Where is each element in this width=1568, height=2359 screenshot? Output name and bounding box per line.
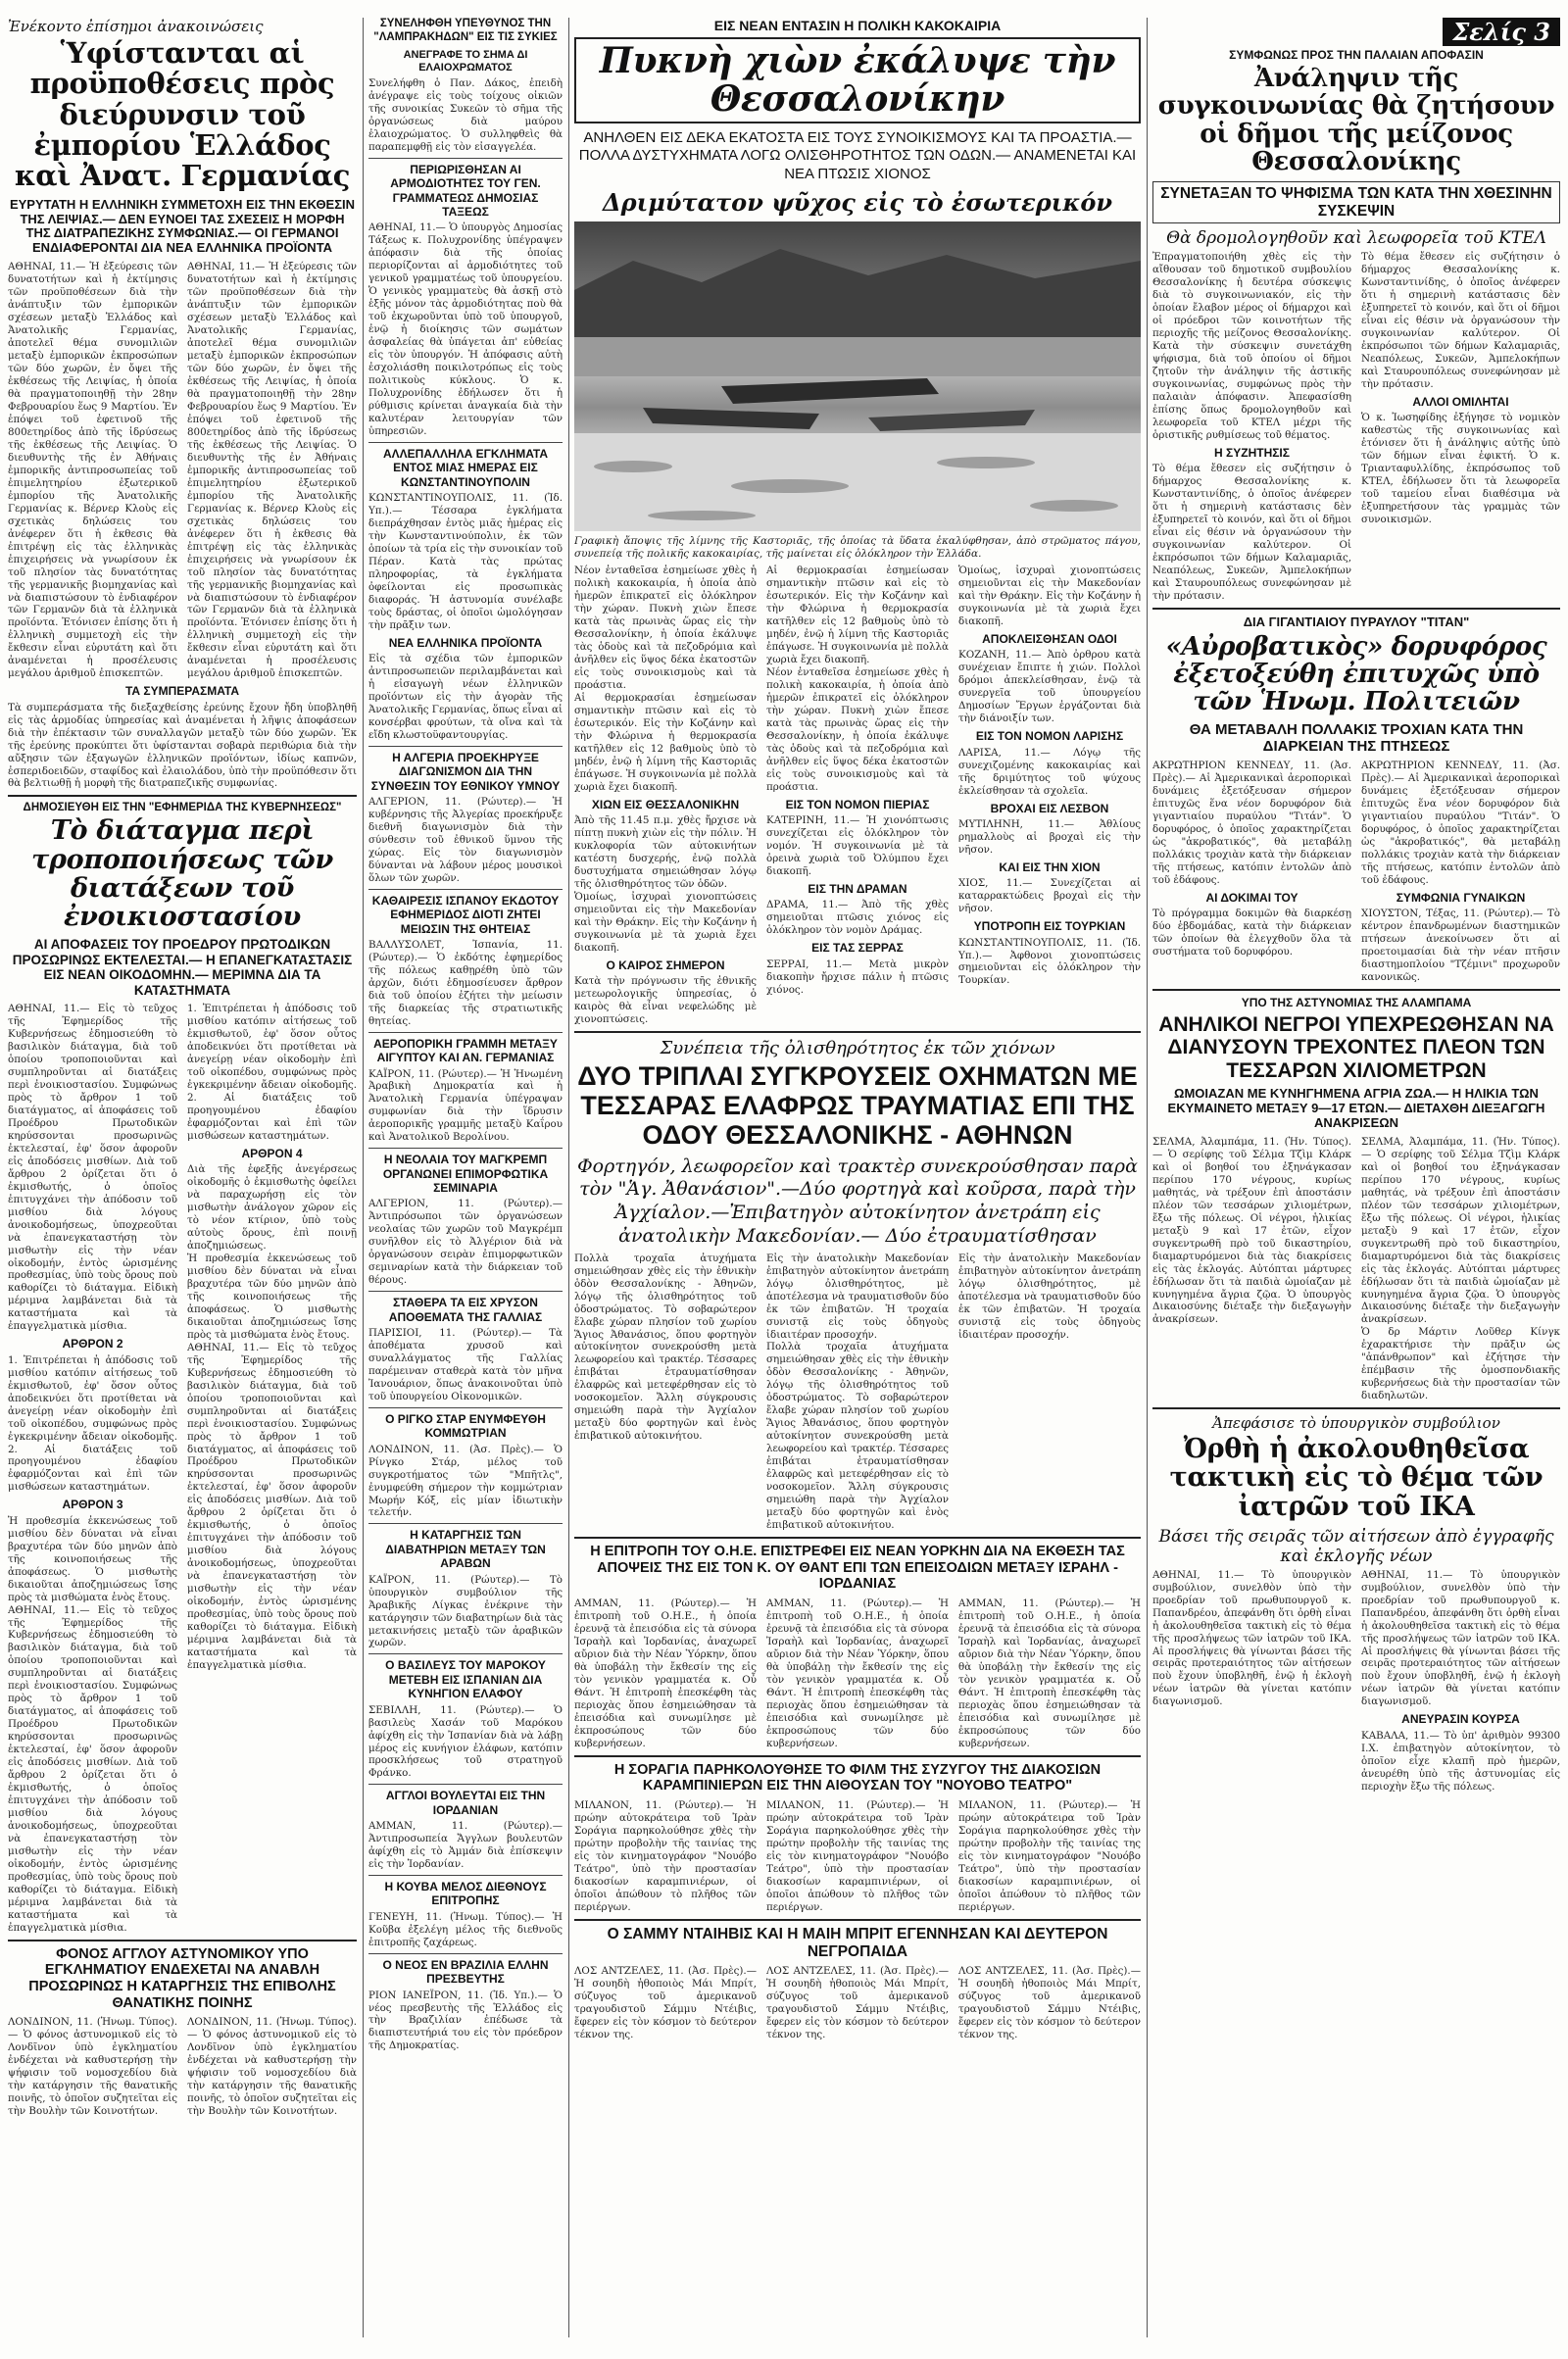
page-folio: Σελίς 3	[1443, 18, 1560, 46]
headline: Ο ΣΑΜΜΥ ΝΤΑΙΗΒΙΣ ΚΑΙ Η ΜΑΙΗ ΜΠΡΙΤ ΕΓΕΝΝΗΣΑΝ ΚΑΙ ΔΕΥΤΕΡΟΝ ΝΕΓΡΟΠΑΙΔΑ	[607, 1925, 1108, 1960]
article-mps-jordan	[368, 1789, 563, 1871]
divider	[368, 1875, 563, 1876]
column-2	[368, 18, 563, 2337]
article-ika-doctors	[1152, 1414, 1560, 1793]
article-body: Ἡ προθεσμία ἐκκενώσεως τοῦ μισθίου δὲν δύναται νὰ εἶναι βραχυτέρα τῶν δύο μηνῶν ἀπὸ τῆς κοινοποιήσεως τῆς ἀποφάσεως. Ὁ μισθωτὴς δικαιοῦται ἀποζημιώσεως ἴσης πρὸς τὰ μισθώματα ἑνὸς ἔτους.	[187, 1252, 357, 1341]
article-body: ΧΙΟΣ, 11.— Συνεχίζεται αἱ καταρρακτώδεις βροχαὶ εἰς τὴν νῆσον.	[958, 877, 1141, 915]
divider	[368, 1032, 563, 1033]
headline: «Αὐροβατικὸς» δορυφόρος ἐξετοξεύθη ἐπιτυχῶς ὑπὸ τῶν Ἡνωμ. Πολιτειῶν	[1165, 631, 1547, 716]
headline: Ἀνάληψιν τῆς συγκοινωνίας θὰ ζητήσουν οἱ δῆμοι τῆς μείζονος Θεσσαλονίκης	[1157, 64, 1555, 176]
divider	[368, 746, 563, 747]
kicker: ΣΥΜΦΩΝΩΣ ΠΡΟΣ ΤΗΝ ΠΑΛΑΙΑΝ ΑΠΟΦΑΣΙΝ	[1229, 48, 1484, 62]
column-1	[8, 18, 357, 2337]
article-body: ΑΘΗΝΑΙ, 11.— Ὁ ὑπουργὸς Δημοσίας Τάξεως κ. Πολυχρονίδης ὑπέγραψεν ἀπόφασιν διὰ τῆς ὁποίας περιορίζονται αἱ ἁρμοδιότητες τοῦ γενικοῦ γραμματέως τοῦ ὑπουργείου. Ὁ γενικὸς γραμματεὺς θὰ ἀσκῇ στὸ ἑξῆς μόνον τὰς ἁρμοδιότητας ποὺ θὰ τοῦ ἐκχωροῦνται ὑπὸ τοῦ ὑπουργοῦ, ἐνῷ ἡ διοίκησις τῶν σωμάτων ἀσφαλείας θὰ ὑπάγεται ἀπ' εὐθείας εἰς τὸν ὑπουργόν. Ἡ ἀπόφασις αὐτὴ ἐσχολιάσθη ποικιλοτρόπως εἰς τοὺς πολιτικοὺς κύκλους. Ὁ κ. Πολυχρονίδης ἐδήλωσεν ὅτι ἡ ρύθμισις κρίνεται ἀναγκαία διὰ τὴν καλυτέραν λειτουργίαν τῶν ὑπηρεσιῶν.	[368, 221, 563, 437]
subhead: ΕΙΣ ΤΗΝ ΔΡΑΜΑΝ	[808, 881, 907, 896]
article-satellite	[1152, 614, 1560, 984]
photo-kastoria-lake	[574, 221, 1141, 531]
article-body: 1. Ἐπιτρέπεται ἡ ἀπόδοσις τοῦ μισθίου κατόπιν αἰτήσεως τοῦ ἐκμισθωτοῦ, ἐφ' ὅσον οὗτος ἀποδεικνύει ὅτι προτίθεται νὰ ἀνεγείρῃ νέαν οἰκοδομὴν ἐπὶ τοῦ οἰκοπέδου, συμφώνως πρὸς ἐγκεκριμένην ἄδειαν οἰκοδομῆς. 2. Αἱ διατάξεις τοῦ προηγουμένου ἐδαφίου ἐφαρμόζονται καὶ ἐπὶ τῶν μισθώσεων καταστημάτων.	[187, 1003, 357, 1142]
kicker: ΕΙΣ ΝΕΑΝ ΕΝΤΑΣΙΝ Η ΠΟΛΙΚΗ ΚΑΚΟΚΑΙΡΙΑ	[713, 18, 1002, 33]
headline: Η ΝΕΟΛΑΙΑ ΤΟΥ ΜΑΓΚΡΕΜΠ ΟΡΓΑΝΩΝΕΙ ΕΠΙΜΟΡΦΩΤΙΚΑ ΣΕΜΙΝΑΡΙΑ	[382, 1153, 549, 1196]
deck: ΕΥΡΥΤΑΤΗ Η ΕΛΛΗΝΙΚΗ ΣΥΜΜΕΤΟΧΗ ΕΙΣ ΤΗΝ ΕΚΘΕΣΙΝ ΤΗΣ ΛΕΙΨΙΑΣ.— ΔΕΝ ΕΥΝΟΕΙ ΤΑΣ ΣΧΕΣΕΙΣ Η ΜΟΡΦΗ ΤΗΣ ΔΙΑΤΡΑΠΕΖΙΚΗΣ ΣΥΜΦΩΝΙΑΣ.— ΟΙ ΓΕΡΜΑΝΟΙ ΕΝΔΙΑΦΕΡΟΝΤΑΙ ΔΙΑ ΝΕΑ ΕΛΛΗΝΙΚΑ ΠΡΟΪΟΝΤΑ	[9, 196, 356, 256]
article-body: ΧΙΟΥΣΤΟΝ, Τέξας, 11. (Ρώυτερ).— Τὸ κέντρον ἐπανδρωμένων διαστημικῶν πτήσεων ἀνεκοίνωσεν ὅτι αἱ προετοιμασίαι διὰ τὴν νέαν πτῆσιν διαστημοπλοίου "Τζέμινι" προχωροῦν κανονικῶς.	[1361, 908, 1560, 984]
subhead: ΑΡΘΡΟΝ 4	[241, 1146, 303, 1160]
article-body: ΔΡΑΜΑ, 11.— Ἀπὸ τῆς χθὲς σημειοῦται πτῶσις χιόνος εἰς ὁλόκληρον τὸν νομὸν Δράμας.	[766, 899, 949, 937]
article-body: ΜΙΛΑΝΟΝ, 11. (Ρώυτερ).— Ἡ πρώην αὐτοκράτειρα τοῦ Ἰρὰν Σοράγια παρηκολούθησε χθὲς τὴν πρώτην προβολὴν τῆς ταινίας της εἰς τὸν κινηματογράφον "Νουόβο Τεάτρο", ὑπὸ τὴν προστασίαν διακοσίων καραμπινιέρων, οἱ ὁποῖοι ἀπώθουν τὸ πλῆθος τῶν περιέργων.	[766, 1798, 949, 1913]
column-3	[574, 18, 1141, 2337]
subhead: ΥΠΟΤΡΟΠΗ ΕΙΣ ΤΟΥΡΚΙΑΝ	[973, 919, 1126, 934]
headline: ΦΟΝΟΣ ΑΓΓΛΟΥ ΑΣΤΥΝΟΜΙΚΟΥ ΥΠΟ ΕΓΚΛΗΜΑΤΙΟΥ ΕΝΔΕΧΕΤΑΙ ΝΑ ΑΝΑΒΛΗ ΠΡΟΣΩΡΙΝΩΣ Η ΚΑΤΑΡΓΗΣΙΣ ΤΗΣ ΕΠΙΒΟΛΗΣ ΘΑΝΑΤΙΚΗΣ ΠΟΙΝΗΣ	[28, 1945, 336, 2011]
subhead: ΕΙΣ ΤΟΝ ΝΟΜΟΝ ΠΙΕΡΙΑΣ	[785, 797, 930, 811]
subhead: ΑΠΟΚΛΕΙΣΘΗΣΑΝ ΟΔΟΙ	[982, 632, 1117, 647]
divider	[368, 1653, 563, 1654]
article-soraya	[574, 1762, 1141, 1914]
article-body: ΑΚΡΩΤΗΡΙΟΝ ΚΕΝΝΕΔΥ, 11. (Ἀσ. Πρὲς).— Αἱ Ἀμερικανικαὶ ἀεροπορικαὶ δυνάμεις ἐξετόξευσαν σήμερον ἐπιτυχῶς ἕνα νέον δορυφόρον διὰ γιγαντιαίου πυραύλου "Τιτάν". Ὁ δορυφόρος, ὁ ὁποῖος χαρακτηρίζεται ὡς "ἀκροβατικός", θὰ μεταβάλῃ πολλάκις τροχιὰν κατὰ τὴν διάρκειαν τῆς πτήσεως, κατόπιν ἐντολῶν ἀπὸ τοῦ ἐδάφους.	[1361, 760, 1560, 886]
article-body: Τὸ θέμα ἔθεσεν εἰς συζήτησιν ὁ δήμαρχος Θεσσαλονίκης κ. Κωνσταντινίδης, ὁ ὁποῖος ἀνέφερεν ὅτι ἡ σημερινὴ κατάστασις δὲν ἐξυπηρετεῖ τὸ κοινόν, καὶ ὅτι οἱ δῆμοι εἶναι εἰς θέσιν νὰ ὀργανώσουν τὴν συγκοινωνίαν καλύτερον. Οἱ ἐκπρόσωποι τῶν δήμων Καλαμαριᾶς, Νεαπόλεως, Συκεῶν, Ἀμπελοκήπων καὶ Σταυρουπόλεως συνεφώνησαν μὲ τὴν πρότασιν.	[1152, 463, 1351, 602]
article-body: ΠΑΡΙΣΙΟΙ, 11. (Ρώυτερ).— Τὰ ἀποθέματα χρυσοῦ καὶ συναλλάγματος τῆς Γαλλίας παρέμειναν σταθερὰ κατὰ τὸν μῆνα Ἰανουάριον, ὅπως ἀνακοινοῦται ὑπὸ τοῦ ὑπουργείου Οἰκονομικῶν.	[368, 1327, 563, 1402]
subhead: ΑΛΛΟΙ ΟΜΙΛΗΤΑΙ	[1412, 394, 1509, 409]
deck: ΣΥΝΕΤΑΞΑΝ ΤΟ ΨΗΦΙΣΜΑ ΤΩΝ ΚΑΤΑ ΤΗΝ ΧΘΕΣΙΝΗΝ ΣΥΣΚΕΨΙΝ	[1152, 181, 1560, 224]
deck: ΘΑ ΜΕΤΑΒΑΛΗ ΠΟΛΛΑΚΙΣ ΤΡΟΧΙΑΝ ΚΑΤΑ ΤΗΝ ΔΙΑΡΚΕΙΑΝ ΤΗΣ ΠΤΗΣΕΩΣ	[1189, 720, 1524, 755]
headline: Η ΑΛΓΕΡΙΑ ΠΡΟΕΚΗΡΥΞΕ ΔΙΑΓΩΝΙΣΜΟΝ ΔΙΑ ΤΗΝ ΣΥΝΘΕΣΙΝ ΤΟΥ ΕΘΝΙΚΟΥ ΥΜΝΟΥ	[370, 750, 561, 793]
article-body: ΜΥΤΙΛΗΝΗ, 11.— Ἀθλίους ρημαλλοὺς αἱ βροχαὶ εἰς τὴν νῆσον.	[958, 817, 1141, 856]
article-body: ΚΩΝΣΤΑΝΤΙΝΟΥΠΟΛΙΣ, 11. (Ἰδ. Υπ.).— Ἀφθονοι χιονοπτώσεις σημειοῦνται εἰς ὁλόκληρον τὴν Τουρκίαν.	[958, 936, 1141, 987]
article-algeria-anthem	[368, 751, 563, 885]
subhead: ΑΝΕΥΡΑΣΙΝ ΚΟΥΡΣΑ	[1401, 1712, 1520, 1727]
article-alabama	[1152, 996, 1560, 1402]
article-istanbul-crimes	[368, 447, 563, 742]
article-body: ΛΟΝΔΙΝΟΝ, 11. (Ἀσ. Πρὲς).— Ὁ Ρίνγκο Στάρ, μέλος τοῦ συγκροτήματος τῶν "Μπῆτλς", ἐνυμφεύθη σήμερον τὴν κομμώτριαν Μωρήν Κόξ, εἰς μίαν ἰδιωτικὴν τελετήν.	[368, 1443, 563, 1519]
article-body: ΑΜΜΑΝ, 11. (Ρώυτερ).— Ἡ ἐπιτροπὴ τοῦ Ο.Η.Ε., ἡ ὁποία ἐρευνᾷ τὰ ἐπεισόδια εἰς τὰ σύνορα Ἰσραὴλ καὶ Ἰορδανίας, ἀναχωρεῖ αὔριον διὰ τὴν Νέαν Ὑόρκην, ὅπου θὰ ὑποβάλῃ τὴν ἔκθεσίν της εἰς τὸν γενικὸν γραμματέα κ. Οὖ Θάντ. Ἡ ἐπιτροπὴ ἐπεσκέφθη τὰς περιοχὰς ὅπου ἐσημειώθησαν τὰ ἐπεισόδια καὶ συνωμίλησε μὲ ἐκπροσώπους τῶν δύο κυβερνήσεων.	[574, 1597, 757, 1749]
article-body: Εἰς τὰ σχέδια τῶν ἐμπορικῶν ἀντιπροσωπειῶν περιλαμβάνεται καὶ ἡ εἰσαγωγὴ νέων ἑλληνικῶν προϊόντων εἰς τὴν ἀγορὰν τῆς Ἀνατολικῆς Γερμανίας, ὅπως εἶναι αἱ κονσέρβαι φρούτων, τὰ οἴνα καὶ τὰ εἴδη κλωστοϋφαντουργίας.	[368, 653, 563, 741]
divider	[368, 1291, 563, 1292]
kicker: Συνέπεια τῆς ὀλισθηρότητος ἐκ τῶν χιόνων	[660, 1037, 1055, 1058]
article-body: ΡΙΟΝ ΙΑΝΕΪΡΟΝ, 11. (Ἰδ. Υπ.).— Ὁ νέος πρεσβευτὴς τῆς Ἑλλάδος εἰς τὴν Βραζιλίαν ἐπέδωσε τὰ διαπιστευτήριά του εἰς τὸν πρόεδρον τῆς Δημοκρατίας.	[368, 1989, 563, 2052]
subhead: ΤΑ ΣΥΜΠΕΡΑΣΜΑΤΑ	[124, 684, 240, 699]
article-collisions	[574, 1038, 1141, 1532]
headline: ΑΓΓΛΟΙ ΒΟΥΛΕΥΤΑΙ ΕΙΣ ΤΗΝ ΙΟΡΔΑΝΙΑΝ	[385, 1789, 546, 1817]
lake-image	[574, 221, 1141, 531]
subhead: ΑΡΘΡΟΝ 3	[62, 1498, 123, 1512]
article-body: ΓΕΝΕΥΗ, 11. (Ἡνωμ. Τύπος).— Ἡ Κοῦβα ἐξελέγη μέλος τῆς διεθνοῦς ἐπιτροπῆς ζαχάρεως.	[368, 1910, 563, 1948]
article-body: ΛΟΣ ΑΝΤΖΕΛΕΣ, 11. (Ἀσ. Πρὲς).— Ἡ σουηδὴ ἠθοποιὸς Μάι Μπρίτ, σύζυγος τοῦ ἀμερικανοῦ τραγουδιστοῦ Σάμμυ Ντέιβις, ἔφερεν εἰς τὸν κόσμον τὸ δεύτερον τέκνον της.	[766, 1965, 949, 2041]
article-body: Ὁμοίως, ἰσχυραὶ χιονοπτώσεις σημειοῦνται εἰς τὴν Μακεδονίαν καὶ τὴν Θράκην. Εἰς τὴν Κοζάνην ἡ συγκοινωνία μὲ τὰ χωριὰ ἔχει διακοπῆ.	[958, 565, 1141, 628]
deck: ΑΝΗΛΘΕΝ ΕΙΣ ΔΕΚΑ ΕΚΑΤΟΣΤΑ ΕΙΣ ΤΟΥΣ ΣΥΝΟΙΚΙΣΜΟΥΣ ΚΑΙ ΤΑ ΠΡΟΑΣΤΙΑ.— ΠΟΛΛΑ ΔΥΣΤΥΧΗΜΑΤΑ ΛΟΓΩ ΟΛΙΣΘΗΡΟΤΗΤΟΣ ΤΩΝ ΟΔΩΝ.— ΑΝΑΜΕΝΕΤΑΙ ΚΑΙ ΝΕΑ ΠΤΩΣΙΣ ΧΙΟΝΟΣ	[578, 128, 1137, 183]
article-body: ΑΘΗΝΑΙ, 11.— Εἰς τὸ τεῦχος τῆς Ἐφημερίδος τῆς Κυβερνήσεως ἐδημοσιεύθη τὸ βασιλικὸν διάταγμα, διὰ τοῦ ὁποίου τροποποιοῦνται καὶ συμπληροῦνται αἱ διατάξεις περὶ ἐνοικιοστασίου. Συμφώνως πρὸς τὸ ἄρθρον 1 τοῦ διατάγματος, αἱ ἀποφάσεις τοῦ Προέδρου Πρωτοδικῶν κηρύσσονται προσωρινῶς ἐκτελεσταί, ἐφ' ὅσον ἀφοροῦν εἰς ἀποδόσεις μισθίων. Διὰ τοῦ ἄρθρου 2 ὁρίζεται ὅτι ὁ ἐκμισθωτής, ὁ ὁποῖος ἐπιτυγχάνει τὴν ἀπόδοσιν τοῦ μισθίου διὰ λόγους ἀνοικοδομήσεως, ὑποχρεοῦται νὰ ἐπανεγκαταστήσῃ τὸν μισθωτὴν εἰς τὴν νέαν οἰκοδομήν, ἐντὸς ὡρισμένης προθεσμίας, ὑπὸ τοὺς ὅρους ποὺ καθορίζει τὸ διάταγμα. Εἰδικὴ μέριμνα λαμβάνεται διὰ τὰ καταστήματα καὶ τὰ ἐπαγγελματικὰ μίσθια.	[187, 1341, 357, 1671]
subhead: ΑΡΘΡΟΝ 2	[62, 1337, 123, 1352]
divider	[1152, 1407, 1560, 1409]
article-body: ΚΑΪΡΟΝ, 11. (Ρώυτερ).— Ἡ Ἡνωμένη Ἀραβικὴ Δημοκρατία καὶ ἡ Ἀνατολικὴ Γερμανία ὑπέγραψαν συμφωνίαν διὰ τὴν ἵδρυσιν ἀεροπορικῆς γραμμῆς μεταξὺ Καΐρου καὶ Ἀνατολικοῦ Βερολίνου.	[368, 1067, 563, 1144]
headline: Η ΕΠΙΤΡΟΠΗ ΤΟΥ Ο.Η.Ε. ΕΠΙΣΤΡΕΦΕΙ ΕΙΣ ΝΕΑΝ ΥΟΡΚΗΝ ΔΙΑ ΝΑ ΕΚΘΕΣΗ ΤΑΣ ΑΠΟΨΕΙΣ ΤΗΣ ΕΙΣ ΤΟΝ Κ. ΟΥ ΘΑΝΤ ΕΠΙ ΤΩΝ ΕΠΕΙΣΟΔΙΩΝ ΜΕΤΑΞΥ ΙΣΡΑΗΛ - ΙΟΡΔΑΝΙΑΣ	[590, 1544, 1125, 1593]
article-sammy-davis	[574, 1926, 1141, 2041]
article-un-committee	[574, 1544, 1141, 1750]
article-body: Εἰς τὴν ἀνατολικὴν Μακεδονίαν ἐπιβατηγὸν αὐτοκίνητον ἀνετράπη λόγῳ ὀλισθηρότητος, μὲ ἀποτέλεσμα νὰ τραυματισθοῦν δύο ἐκ τῶν ἐπιβατῶν. Ἡ τροχαία συνιστᾷ εἰς τοὺς ὁδηγοὺς ἰδιαιτέραν προσοχήν.	[766, 1252, 949, 1341]
headline: ΑΕΡΟΠΟΡΙΚΗ ΓΡΑΜΜΗ ΜΕΤΑΞΥ ΑΙΓΥΠΤΟΥ ΚΑΙ ΑΝ. ΓΕΡΜΑΝΙΑΣ	[373, 1036, 558, 1065]
article-brazil-ambassador	[368, 1958, 563, 2053]
headline: Η ΚΟΥΒΑ ΜΕΛΟΣ ΔΙΕΘΝΟΥΣ ΕΠΙΤΡΟΠΗΣ	[384, 1880, 547, 1908]
article-body: ΑΛΓΕΡΙΟΝ, 11. (Ρώυτερ).— Ἡ κυβέρνησις τῆς Ἀλγερίας προεκήρυξε διεθνῆ διαγωνισμὸν διὰ τὴν σύνθεσιν τοῦ ἐθνικοῦ ὕμνου τῆς χώρας. Εἰς τὸν διαγωνισμὸν δύνανται νὰ λάβουν μέρος μουσικοὶ ὅλων τῶν χωρῶν.	[368, 795, 563, 884]
headline: Ὑφίστανται αἱ προϋποθέσεις πρὸς διεύρυνσιν τοῦ ἐμπορίου Ἑλλάδος καὶ Ἀνατ. Γερμανίας	[14, 36, 351, 193]
article-body: ΛΟΣ ΑΝΤΖΕΛΕΣ, 11. (Ἀσ. Πρὲς).— Ἡ σουηδὴ ἠθοποιὸς Μάι Μπρίτ, σύζυγος τοῦ ἀμερικανοῦ τραγουδιστοῦ Σάμμυ Ντέιβις, ἔφερεν εἰς τὸν κόσμον τὸ δεύτερον τέκνον της.	[574, 1965, 757, 2041]
article-body: ΑΘΗΝΑΙ, 11.— Ἡ ἐξεύρεσις τῶν δυνατοτήτων καὶ ἡ ἐκτίμησις τῶν προϋποθέσεων διὰ τὴν ἀνάπτυξιν τῶν ἐμπορικῶν σχέσεων μεταξὺ Ἑλλάδος καὶ Ἀνατολικῆς Γερμανίας, ἀποτελεῖ θέμα συνομιλιῶν μεταξὺ ἐμπορικῶν ἐκπροσώπων τῶν δύο χωρῶν, ἐν ὄψει τῆς ἐκθέσεως τῆς Λειψίας, ἡ ὁποία θὰ πραγματοποιηθῇ τὴν 28ην Φεβρουαρίου ἕως 9 Μαρτίου. Ἐν ἐπόψει τοῦ ἐφετινοῦ τῆς 800ετηρίδος ἀπὸ τῆς ἱδρύσεως τῆς ἐκθέσεως τῆς Λειψίας. Ὁ διευθυντὴς τῆς ἐν Ἀθήναις ἐμπορικῆς ἀντιπροσωπείας τοῦ ἐπιμελητηρίου ἐξωτερικοῦ ἐμπορίου τῆς Ἀνατολικῆς Γερμανίας κ. Βέρνερ Κλοὺς εἰς σχετικὰς δηλώσεις του ἀνέφερεν ὅτι ἡ ἐκθεσις θὰ ἐπιτρέψῃ εἰς τὰς ἐλληνικὰς ἐπιχειρήσεις νὰ γνωρίσουν ἐκ τοῦ πλησίον τὰς δυνατότητας τῆς γερμανικῆς βιομηχανίας καὶ νὰ διαπιστώσουν τὸ ἐνδιαφέρον τῶν Γερμανῶν διὰ τὰ ἐλληνικὰ προϊόντα. Ἐτόνισεν ἐπίσης ὅτι ἡ ἐλληνικὴ συμμετοχὴ εἰς τὴν ἔκθεσιν εἶναι εὐρυτάτη καὶ ὅτι ἀναμένεται ἡ προσέλευσις μεγάλου ἀριθμοῦ ἐπισκεπτῶν.	[8, 261, 177, 680]
headline: Η ΚΑΤΑΡΓΗΣΙΣ ΤΩΝ ΔΙΑΒΑΤΗΡΙΩΝ ΜΕΤΑΞΥ ΤΩΝ ΑΡΑΒΩΝ	[385, 1528, 546, 1571]
article-cuba-committee	[368, 1880, 563, 1949]
article-body: ΜΙΛΑΝΟΝ, 11. (Ρώυτερ).— Ἡ πρώην αὐτοκράτειρα τοῦ Ἰρὰν Σοράγια παρηκολούθησε χθὲς τὴν πρώτην προβολὴν τῆς ταινίας της εἰς τὸν κινηματογράφον "Νουόβο Τεάτρο", ὑπὸ τὴν προστασίαν διακοσίων καραμπινιέρων, οἱ ὁποῖοι ἀπώθουν τὸ πλῆθος τῶν περιέργων.	[574, 1798, 757, 1913]
article-body: ΑΜΜΑΝ, 11. (Ρώυτερ).— Ἡ ἐπιτροπὴ τοῦ Ο.Η.Ε., ἡ ὁποία ἐρευνᾷ τὰ ἐπεισόδια εἰς τὰ σύνορα Ἰσραὴλ καὶ Ἰορδανίας, ἀναχωρεῖ αὔριον διὰ τὴν Νέαν Ὑόρκην, ὅπου θὰ ὑποβάλῃ τὴν ἔκθεσίν της εἰς τὸν γενικὸν γραμματέα κ. Οὖ Θάντ. Ἡ ἐπιτροπὴ ἐπεσκέφθη τὰς περιοχὰς ὅπου ἐσημειώθησαν τὰ ἐπεισόδια καὶ συνωμίλησε μὲ ἐκπροσώπους τῶν δύο κυβερνήσεων.	[766, 1597, 949, 1749]
article-body: ΣΕΛΜΑ, Ἀλαμπάμα, 11. (Ἡν. Τύπος).— Ὁ σερίφης τοῦ Σέλμα Τζὶμ Κλάρκ καὶ οἱ βοηθοί του ἐξηνάγκασαν περίπου 170 νέγρους, κυρίως μαθητάς, νὰ τρέξουν ἐπὶ ἀποστάσιν πλέον τῶν τεσσάρων χιλιομέτρων, ἔξω τῆς πόλεως. Οἱ νέγροι, ἡλικίας μεταξὺ 9 καὶ 17 ἐτῶν, εἶχον συγκεντρωθῆ πρὸ τοῦ δικαστηρίου, διαμαρτυρόμενοι διὰ τὰς διακρίσεις εἰς τὰς ἐκλογάς. Αὐτόπται μάρτυρες ἐδήλωσαν ὅτι τὰ παιδιὰ ὡμοίαζαν μὲ κυνηγημένα ἄγρια ζῷα. Ὁ ὑπουργὸς Δικαιοσύνης διέταξε τὴν διεξαγωγὴν ἀνακρίσεων.	[1361, 1135, 1560, 1326]
subhead: ΣΥΜΦΩΝΙΑ ΓΥΝΑΙΚΩΝ	[1396, 890, 1526, 905]
headline: Ο ΡΙΓΚΟ ΣΤΑΡ ΕΝΥΜΦΕΥΘΗ ΚΟΜΜΩΤΡΙΑΝ	[385, 1411, 546, 1441]
article-body: Νέον ἐνταθεῖσα ἐσημείωσε χθὲς ἡ πολικὴ κακοκαιρία, ἡ ὁποία ἀπὸ ἡμερῶν ἐπικρατεῖ εἰς ὁλόκληρον τὴν χώραν. Πυκνὴ χιὼν ἔπεσε κατὰ τὰς πρωινὰς ὥρας εἰς τὴν Θεσσαλονίκην, ἡ ὁποία ἐκάλυψε τὰς ὁδοὺς καὶ τὰ πεζοδρόμια καὶ ἀνῆλθεν εἰς ὕψος δέκα ἑκατοστῶν εἰς τοὺς συνοικισμοὺς καὶ τὰ προάστια.	[574, 565, 757, 691]
article-body: ΑΘΗΝΑΙ, 11.— Εἰς τὸ τεῦχος τῆς Ἐφημερίδος τῆς Κυβερνήσεως ἐδημοσιεύθη τὸ βασιλικὸν διάταγμα, διὰ τοῦ ὁποίου τροποποιοῦνται καὶ συμπληροῦνται αἱ διατάξεις περὶ ἐνοικιοστασίου. Συμφώνως πρὸς τὸ ἄρθρον 1 τοῦ διατάγματος, αἱ ἀποφάσεις τοῦ Προέδρου Πρωτοδικῶν κηρύσσονται προσωρινῶς ἐκτελεσταί, ἐφ' ὅσον ἀφοροῦν εἰς ἀποδόσεις μισθίων. Διὰ τοῦ ἄρθρου 2 ὁρίζεται ὅτι ὁ ἐκμισθωτής, ὁ ὁποῖος ἐπιτυγχάνει τὴν ἀπόδοσιν τοῦ μισθίου διὰ λόγους ἀνοικοδομήσεως, ὑποχρεοῦται νὰ ἐπανεγκαταστήσῃ τὸν μισθωτὴν εἰς τὴν νέαν οἰκοδομήν, ἐντὸς ὡρισμένης προθεσμίας, ὑπὸ τοὺς ὅρους ποὺ καθορίζει τὸ διάταγμα. Εἰδικὴ μέριμνα λαμβάνεται διὰ τὰ καταστήματα καὶ τὰ ἐπαγγελματικὰ μίσθια.	[8, 1003, 177, 1333]
article-body: ΛΟΣ ΑΝΤΖΕΛΕΣ, 11. (Ἀσ. Πρὲς).— Ἡ σουηδὴ ἠθοποιὸς Μάι Μπρίτ, σύζυγος τοῦ ἀμερικανοῦ τραγουδιστοῦ Σάμμυ Ντέιβις, ἔφερεν εἰς τὸν κόσμον τὸ δεύτερον τέκνον της.	[958, 1965, 1141, 2041]
divider	[368, 889, 563, 890]
article-body: ΑΘΗΝΑΙ, 11.— Ἡ ἐξεύρεσις τῶν δυνατοτήτων καὶ ἡ ἐκτίμησις τῶν προϋποθέσεων διὰ τὴν ἀνάπτυξιν τῶν ἐμπορικῶν σχέσεων μεταξὺ Ἑλλάδος καὶ Ἀνατολικῆς Γερμανίας, ἀποτελεῖ θέμα συνομιλιῶν μεταξὺ ἐμπορικῶν ἐκπροσώπων τῶν δύο χωρῶν, ἐν ὄψει τῆς ἐκθέσεως τῆς Λειψίας, ἡ ὁποία θὰ πραγματοποιηθῇ τὴν 28ην Φεβρουαρίου ἕως 9 Μαρτίου. Ἐν ἐπόψει τοῦ ἐφετινοῦ τῆς 800ετηρίδος ἀπὸ τῆς ἱδρύσεως τῆς ἐκθέσεως τῆς Λειψίας. Ὁ διευθυντὴς τῆς ἐν Ἀθήναις ἐμπορικῆς ἀντιπροσωπείας τοῦ ἐπιμελητηρίου ἐξωτερικοῦ ἐμπορίου τῆς Ἀνατολικῆς Γερμανίας κ. Βέρνερ Κλοὺς εἰς σχετικὰς δηλώσεις του ἀνέφερεν ὅτι ἡ ἐκθεσις θὰ ἐπιτρέψῃ εἰς τὰς ἐλληνικὰς ἐπιχειρήσεις νὰ γνωρίσουν ἐκ τοῦ πλησίον τὰς δυνατότητας τῆς γερμανικῆς βιομηχανίας καὶ νὰ διαπιστώσουν τὸ ἐνδιαφέρον τῶν Γερμανῶν διὰ τὰ ἐλληνικὰ προϊόντα. Ἐτόνισεν ἐπίσης ὅτι ἡ ἐλληνικὴ συμμετοχὴ εἰς τὴν ἔκθεσιν εἶναι εὐρυτάτη καὶ ὅτι ἀναμένεται ἡ προσέλευσις μεγάλου ἀριθμοῦ ἐπισκεπτῶν.	[187, 261, 357, 680]
article-body: 1. Ἐπιτρέπεται ἡ ἀπόδοσις τοῦ μισθίου κατόπιν αἰτήσεως τοῦ ἐκμισθωτοῦ, ἐφ' ὅσον οὗτος ἀποδεικνύει ὅτι προτίθεται νὰ ἀνεγείρῃ νέαν οἰκοδομὴν ἐπὶ τοῦ οἰκοπέδου, συμφώνως πρὸς ἐγκεκριμένην ἄδειαν οἰκοδομῆς. 2. Αἱ διατάξεις τοῦ προηγουμένου ἐδαφίου ἐφαρμόζονται καὶ ἐπὶ τῶν μισθώσεων καταστημάτων.	[8, 1353, 177, 1494]
column-rule	[1147, 18, 1148, 2337]
article-body: ΛΟΝΔΙΝΟΝ, 11. (Ἡνωμ. Τύπος).— Ὁ φόνος ἀστυνομικοῦ εἰς τὸ Λονδῖνον ὑπὸ ἐγκληματίου ἐνδέχεται νὰ καθυστερήσῃ τὴν ψήφισιν τοῦ νομοσχεδίου διὰ τὴν κατάργησιν τῆς θανατικῆς ποινῆς, τὸ ὁποῖον συζητεῖται εἰς τὴν Βουλὴν τῶν Κοινοτήτων.	[8, 2016, 177, 2118]
article-body: Αἱ θερμοκρασίαι ἐσημείωσαν σημαντικὴν πτῶσιν καὶ εἰς τὸ ἐσωτερικόν. Εἰς τὴν Κοζάνην καὶ τὴν Φλώρινα ἡ θερμοκρασία κατῆλθεν εἰς 12 βαθμοὺς ὑπὸ τὸ μηδέν, ἐνῷ ἡ λίμνη τῆς Καστοριᾶς ἐπάγωσε. Ἡ συγκοινωνία μὲ πολλὰ χωριὰ ἔχει διακοπῆ.	[766, 565, 949, 666]
subheadline: Θὰ δρομολογηθοῦν καὶ λεωφορεῖα τοῦ ΚΤΕΛ	[1166, 228, 1546, 249]
headline: Ὀρθὴ ἡ ἀκολουθηθεῖσα τακτικὴ εἰς τὸ θέμα τῶν ἰατρῶν τοῦ ΙΚΑ	[1169, 1434, 1544, 1522]
article-body: ΣΕΒΙΛΛΗ, 11. (Ρώυτερ).— Ὁ βασιλεὺς Χασάν τοῦ Μαρόκου ἀφίχθη εἰς τὴν Ἰσπανίαν διὰ νὰ λάβῃ μέρος εἰς κυνήγιον ἐλάφων, κατόπιν προσκλήσεως τοῦ στρατηγοῦ Φράνκο.	[368, 1703, 563, 1780]
deck: ΑΙ ΑΠΟΦΑΣΕΙΣ ΤΟΥ ΠΡΟΕΔΡΟΥ ΠΡΩΤΟΔΙΚΩΝ ΠΡΟΣΩΡΙΝΩΣ ΕΚΤΕΛΕΣΤΑΙ.— Η ΕΠΑΝΕΓΚΑΤΑΣΤΑΣΙΣ ΕΙΣ ΝΕΑΝ ΟΙΚΟΔΟΜΗΝ.— ΜΕΡΙΜΝΑ ΔΙΑ ΤΑ ΚΑΤΑΣΤΗΜΑΤΑ	[12, 937, 353, 998]
article-body: Πολλὰ τροχαῖα ἀτυχήματα σημειώθησαν χθὲς εἰς τὴν ἐθνικὴν ὁδὸν Θεσσαλονίκης - Ἀθηνῶν, λόγῳ τῆς ὀλισθηρότητος τοῦ ὁδοστρώματος. Τὸ σοβαρώτερον ἔλαβε χώραν πλησίον τοῦ χωρίου Ἅγιος Ἀθανάσιος, ὅπου φορτηγὸν αὐτοκίνητον συνεκρούσθη μετὰ λεωφορείου καὶ τρακτέρ. Τέσσαρες ἐπιβάται ἐτραυματίσθησαν ἐλαφρῶς καὶ μετεφέρθησαν εἰς τὸ νοσοκομεῖον. Ἄλλη σύγκρουσις σημειώθη παρὰ τὴν Ἀγχίαλον μεταξὺ δύο φορτηγῶν καὶ ἑνὸς ἐπιβατικοῦ αὐτοκινήτου.	[766, 1341, 949, 1532]
article-egypt-airline	[368, 1037, 563, 1145]
subhead: Ο ΚΑΙΡΟΣ ΣΗΜΕΡΟΝ	[606, 958, 725, 972]
article-body: Τὰ συμπεράσματα τῆς διεξαχθείσης ἐρεύνης ἔχουν ἤδη ὑποβληθῆ εἰς τὰς ἁρμοδίας ὑπηρεσίας καὶ ἀναμένεται ἡ λῆψις ἀποφάσεων διὰ τὴν ἐπέκτασιν τῶν συναλλαγῶν μεταξὺ τῶν δύο χωρῶν. Ἐκ τῆς ἐρεύνης προκύπτει ὅτι ὑφίστανται σοβαρὰ περιθώρια διὰ τὴν αὔξησιν τῶν ἐξαγωγῶν ἑλληνικῶν προϊόντων, ἰδίως καπνῶν, ἐσπεριδοειδῶν, σταφίδος καὶ ἐλαιολάδου, ὑπὸ τὴν προϋπόθεσιν ὅτι θὰ βελτιωθῇ ἡ μορφὴ τῆς διατραπεζικῆς συμφωνίας.	[8, 701, 357, 790]
article-body: Εἰς τὴν ἀνατολικὴν Μακεδονίαν ἐπιβατηγὸν αὐτοκίνητον ἀνετράπη λόγῳ ὀλισθηρότητος, μὲ ἀποτέλεσμα νὰ τραυματισθοῦν δύο ἐκ τῶν ἐπιβατῶν. Ἡ τροχαία συνιστᾷ εἰς τοὺς ὁδηγοὺς ἰδιαιτέραν προσοχήν.	[958, 1252, 1141, 1341]
headline: Πυκνὴ χιὼν ἐκάλυψε τὴν Θεσσαλονίκην	[574, 37, 1141, 123]
article-body: Ἀπὸ τῆς 11.45 π.μ. χθὲς ἤρχισε νὰ πίπτῃ πυκνὴ χιὼν εἰς τὴν πόλιν. Ἡ κυκλοφορία τῶν αὐτοκινήτων κατέστη δυσχερής, ἐνῷ πολλὰ δυστυχήματα σημειώθησαν λόγῳ τῆς ὀλισθηρότητος τῶν ὁδῶν.	[574, 814, 757, 890]
article-london-police	[8, 1946, 357, 2118]
article-public-order	[368, 163, 563, 438]
article-body: Αἱ θερμοκρασίαι ἐσημείωσαν σημαντικὴν πτῶσιν καὶ εἰς τὸ ἐσωτερικόν. Εἰς τὴν Κοζάνην καὶ τὴν Φλώρινα ἡ θερμοκρασία κατῆλθεν εἰς 12 βαθμοὺς ὑπὸ τὸ μηδέν, ἐνῷ ἡ λίμνη τῆς Καστοριᾶς ἐπάγωσε. Ἡ συγκοινωνία μὲ πολλὰ χωριὰ ἔχει διακοπῆ.	[574, 691, 757, 793]
divider	[1152, 989, 1560, 991]
kicker: ΔΙΑ ΓΙΓΑΝΤΙΑΙΟΥ ΠΥΡΑΥΛΟΥ "ΤΙΤΑΝ"	[1243, 614, 1470, 629]
headline: Ο ΝΕΟΣ ΕΝ ΒΡΑΖΙΛΙΑ ΕΛΛΗΝ ΠΡΕΣΒΕΥΤΗΣ	[382, 1957, 549, 1987]
article-france-gold	[368, 1296, 563, 1403]
article-morocco-king	[368, 1658, 563, 1780]
headline: Ο ΒΑΣΙΛΕΥΣ ΤΟΥ ΜΑΡΟΚΟΥ ΜΕΤΕΒΗ ΕΙΣ ΙΣΠΑΝΙΑΝ ΔΙΑ ΚΥΝΗΓΙΟΝ ΕΛΑΦΟΥ	[385, 1658, 546, 1701]
article-body: Τὸ θέμα ἔθεσεν εἰς συζήτησιν ὁ δήμαρχος Θεσσαλονίκης κ. Κωνσταντινίδης, ὁ ὁποῖος ἀνέφερεν ὅτι ἡ σημερινὴ κατάστασις δὲν ἐξυπηρετεῖ τὸ κοινόν, καὶ ὅτι οἱ δῆμοι εἶναι εἰς θέσιν νὰ ὀργανώσουν τὴν συγκοινωνίαν καλύτερον. Οἱ ἐκπρόσωποι τῶν δήμων Καλαμαριᾶς, Νεαπόλεως, Συκεῶν, Ἀμπελοκήπων καὶ Σταυρουπόλεως συνεφώνησαν μὲ τὴν πρότασιν.	[1361, 251, 1560, 391]
divider	[8, 795, 357, 797]
article-transport	[1152, 48, 1560, 603]
article-leipzig-trade	[8, 18, 357, 790]
divider	[368, 442, 563, 443]
divider	[368, 1407, 563, 1408]
kicker: ΥΠΟ ΤΗΣ ΑΣΤΥΝΟΜΙΑΣ ΤΗΣ ΑΛΑΜΠΑΜΑ	[1241, 996, 1472, 1010]
divider	[368, 1523, 563, 1524]
divider	[1152, 608, 1560, 610]
divider	[368, 1953, 563, 1954]
article-rent-decree	[8, 802, 357, 1934]
article-body: ΚΩΝΣΤΑΝΤΙΝΟΥΠΟΛΙΣ, 11. (Ἰδ. Υπ.).— Τέσσαρα ἐγκλήματα διεπράχθησαν ἐντὸς μιᾶς ἡμέρας εἰς τὴν Κωνσταντινούπολιν, ἐκ τῶν ὁποίων τὰ τρία εἰς τὴν συνοικίαν τοῦ Πέραν. Κατὰ τὰς πρώτας πληροφορίας, τὰ ἐγκλήματα ὀφείλονται εἰς προσωπικὰς διαφοράς. Ἡ ἀστυνομία συνέλαβε τοὺς δράστας, οἱ ὁποῖοι ὡμολόγησαν τὴν πρᾶξιν των.	[368, 491, 563, 631]
deck: ΩΜΟΙΑΖΑΝ ΜΕ ΚΥΝΗΓΗΜΕΝΑ ΑΓΡΙΑ ΖΩΑ.— Η ΗΛΙΚΙΑ ΤΩΝ ΕΚΥΜΑΙΝΕΤΟ ΜΕΤΑΞΥ 9—17 ΕΤΩΝ.— ΔΙΕΤΑΧΘΗ ΔΙΕΞΑΓΩΓΗ ΑΝΑΚΡΙΣΕΩΝ	[1167, 1086, 1545, 1130]
article-maghreb-youth	[368, 1153, 563, 1287]
kicker: ΔΗΜΟΣΙΕΥΘΗ ΕΙΣ ΤΗΝ "ΕΦΗΜΕΡΙΔΑ ΤΗΣ ΚΥΒΕΡΝΗΣΕΩΣ"	[23, 802, 342, 814]
divider	[368, 1784, 563, 1785]
article-body: ΑΛΓΕΡΙΟΝ, 11. (Ρώυτερ).— Ἀντιπρόσωποι τῶν ὀργανώσεων νεολαίας τῶν χωρῶν τοῦ Μαγκρέμπ συνῆλθον εἰς τὸ Ἀλγέριον διὰ νὰ ὀργανώσουν σειρὰν ἐπιμορφωτικῶν σεμιναρίων κατὰ τὴν διάρκειαν τοῦ θέρους.	[368, 1198, 563, 1287]
headline: Τὸ διάταγμα περὶ τροποποιήσεως τῶν διατάξεων τοῦ ἐνοικιοστασίου	[31, 815, 333, 932]
headline: ΑΛΛΕΠΑΛΛΗΛΑ ΕΓΚΛΗΜΑΤΑ ΕΝΤΟΣ ΜΙΑΣ ΗΜΕΡΑΣ ΕΙΣ ΚΩΝΣΤΑΝΤΙΝΟΥΠΟΛΙΝ	[382, 446, 548, 489]
article-body: Κατὰ τὴν πρόγνωσιν τῆς ἐθνικῆς μετεωρολογικῆς ὑπηρεσίας, ὁ καιρὸς θὰ εἶναι νεφελώδης μὲ χιονοπτώσεις.	[574, 975, 757, 1026]
headline: ΔΥΟ ΤΡΙΠΛΑΙ ΣΥΓΚΡΟΥΣΕΙΣ ΟΧΗΜΑΤΩΝ ΜΕ ΤΕΣΣΑΡΑΣ ΕΛΑΦΡΩΣ ΤΡΑΥΜΑΤΙΑΣ ΕΠΙ ΤΗΣ ΟΔΟΥ ΘΕΣΣΑΛΟΝΙΚΗΣ - ΑΘΗΝΩΝ	[577, 1060, 1138, 1151]
article-body: ΛΑΡΙΣΑ, 11.— Λόγῳ τῆς συνεχιζομένης κακοκαιρίας καὶ τῆς δριμύτητος τοῦ ψύχους ἐκλείσθησαν τὰ σχολεῖα.	[958, 746, 1141, 797]
subheadline: Βάσει τῆς σειρᾶς τῶν αἰτήσεων ἀπὸ ἐγγραφῆς καὶ ἐκλογῆς νέων	[1158, 1526, 1554, 1566]
photo-caption: Γραφικὴ ἄποψις τῆς λίμνης τῆς Καστοριᾶς, τῆς ὁποίας τὰ ὕδατα ἐκαλύφθησαν, ἀπὸ στρῶματος πάγου, συνεπείᾳ τῆς πολικῆς κακοκαιρίας, τῆς μαίνεται εἰς ὁλόκληρον τὴν Ἑλλάδα.	[574, 534, 1141, 561]
column-rule	[363, 18, 364, 2337]
article-body: ΑΚΡΩΤΗΡΙΟΝ ΚΕΝΝΕΔΥ, 11. (Ἀσ. Πρὲς).— Αἱ Ἀμερικανικαὶ ἀεροπορικαὶ δυνάμεις ἐξετόξευσαν σήμερον ἐπιτυχῶς ἕνα νέον δορυφόρον διὰ γιγαντιαίου πυραύλου "Τιτάν". Ὁ δορυφόρος, ὁ ὁποῖος χαρακτηρίζεται ὡς "ἀκροβατικός", θὰ μεταβάλῃ πολλάκις τροχιὰν κατὰ τὴν διάρκειαν τῆς πτήσεως, κατόπιν ἐντολῶν ἀπὸ τοῦ ἐδάφους.	[1152, 760, 1351, 886]
article-body: ΑΜΜΑΝ, 11. (Ρώυτερ).— Ἀντιπροσωπεία Ἄγγλων βουλευτῶν ἀφίχθη εἰς τὸ Ἀμμάν διὰ ἐπίσκεψιν εἰς τὴν Ἰορδανίαν.	[368, 1820, 563, 1871]
article-body: Ἐπραγματοποιήθη χθὲς εἰς τὴν αἴθουσαν τοῦ δημοτικοῦ συμβουλίου Θεσσαλονίκης ἡ δευτέρα σύσκεψις διὰ τὸ συγκοινωνιακόν, εἰς τὴν ὁποίαν ἔλαβον μέρος οἱ δήμαρχοι καὶ οἱ πρόεδροι τῶν κοινοτήτων τῆς περιοχῆς τῆς μείζονος Θεσσαλονίκης. Κατὰ τὴν σύσκεψιν συνετάχθη ψήφισμα, διὰ τοῦ ὁποίου οἱ δῆμοι ζητοῦν τὴν ἀνάληψιν τῆς ἀστικῆς συγκοινωνίας, συμφώνως πρὸς τὴν παλαιὰν ἀπόφασιν. Ἀπεφασίσθη ἐπίσης ὅπως δρομολογηθοῦν καὶ λεωφορεῖα τοῦ ΚΤΕΛ μέχρι τῆς ὁριστικῆς ρυθμίσεως τοῦ θέματος.	[1152, 251, 1351, 441]
divider	[574, 1919, 1141, 1921]
article-body: ΑΘΗΝΑΙ, 11.— Εἰς τὸ τεῦχος τῆς Ἐφημερίδος τῆς Κυβερνήσεως ἐδημοσιεύθη τὸ βασιλικὸν διάταγμα, διὰ τοῦ ὁποίου τροποποιοῦνται καὶ συμπληροῦνται αἱ διατάξεις περὶ ἐνοικιοστασίου. Συμφώνως πρὸς τὸ ἄρθρον 1 τοῦ διατάγματος, αἱ ἀποφάσεις τοῦ Προέδρου Πρωτοδικῶν κηρύσσονται προσωρινῶς ἐκτελεσταί, ἐφ' ὅσον ἀφοροῦν εἰς ἀποδόσεις μισθίων. Διὰ τοῦ ἄρθρου 2 ὁρίζεται ὅτι ὁ ἐκμισθωτής, ὁ ὁποῖος ἐπιτυγχάνει τὴν ἀπόδοσιν τοῦ μισθίου διὰ λόγους ἀνοικοδομήσεως, ὑποχρεοῦται νὰ ἐπανεγκαταστήσῃ τὸν μισθωτὴν εἰς τὴν νέαν οἰκοδομήν, ἐντὸς ὡρισμένης προθεσμίας, ὑπὸ τοὺς ὅρους ποὺ καθορίζει τὸ διάταγμα. Εἰδικὴ μέριμνα λαμβάνεται διὰ τὰ καταστήματα καὶ τὰ ἐπαγγελματικὰ μίσθια.	[8, 1603, 177, 1934]
divider	[8, 1940, 357, 1941]
kicker: Ἐνέκοντο ἐπίσημοι ἀνακοινώσεις	[8, 18, 264, 35]
article-body: Πολλὰ τροχαῖα ἀτυχήματα σημειώθησαν χθὲς εἰς τὴν ἐθνικὴν ὁδὸν Θεσσαλονίκης - Ἀθηνῶν, λόγῳ τῆς ὀλισθηρότητος τοῦ ὁδοστρώματος. Τὸ σοβαρώτερον ἔλαβε χώραν πλησίον τοῦ χωρίου Ἅγιος Ἀθανάσιος, ὅπου φορτηγὸν αὐτοκίνητον συνεκρούσθη μετὰ λεωφορείου καὶ τρακτέρ. Τέσσαρες ἐπιβάται ἐτραυματίσθησαν ἐλαφρῶς καὶ μετεφέρθησαν εἰς τὸ νοσοκομεῖον. Ἄλλη σύγκρουσις σημειώθη παρὰ τὴν Ἀγχίαλον μεταξὺ δύο φορτηγῶν καὶ ἑνὸς ἐπιβατικοῦ αὐτοκινήτου.	[574, 1252, 757, 1443]
article-lambrakides	[368, 18, 563, 154]
article-body: Ἡ προθεσμία ἐκκενώσεως τοῦ μισθίου δὲν δύναται νὰ εἶναι βραχυτέρα τῶν δύο μηνῶν ἀπὸ τῆς κοινοποιήσεως τῆς ἀποφάσεως. Ὁ μισθωτὴς δικαιοῦται ἀποζημιώσεως ἴσης πρὸς τὰ μισθώματα ἑνὸς ἔτους.	[8, 1514, 177, 1603]
subhead: ΒΡΟΧΑΙ ΕΙΣ ΛΕΣΒΟΝ	[990, 801, 1109, 815]
article-body: Νέον ἐνταθεῖσα ἐσημείωσε χθὲς ἡ πολικὴ κακοκαιρία, ἡ ὁποία ἀπὸ ἡμερῶν ἐπικρατεῖ εἰς ὁλόκληρον τὴν χώραν. Πυκνὴ χιὼν ἔπεσε κατὰ τὰς πρωινὰς ὥρας εἰς τὴν Θεσσαλονίκην, ἡ ὁποία ἐκάλυψε τὰς ὁδοὺς καὶ τὰ πεζοδρόμια καὶ ἀνῆλθεν εἰς ὕψος δέκα ἑκατοστῶν εἰς τοὺς συνοικισμοὺς καὶ τὰ προάστια.	[766, 665, 949, 793]
headline: ΑΝΗΛΙΚΟΙ ΝΕΓΡΟΙ ΥΠΕΧΡΕΩΘΗΣΑΝ ΝΑ ΔΙΑΝΥΣΟΥΝ ΤΡΕΧΟΝΤΕΣ ΠΛΕΟΝ ΤΩΝ ΤΕΣΣΑΡΩΝ ΧΙΛΙΟΜΕΤΡΩΝ	[1158, 1012, 1554, 1082]
kicker: ΣΥΝΕΛΗΦΘΗ ΥΠΕΥΘΥΝΟΣ ΤΗΝ "ΛΑΜΠΡΑΚΗΔΩΝ" ΕΙΣ ΤΙΣ ΣΥΚΙΕΣ	[373, 18, 558, 43]
divider	[368, 158, 563, 159]
subhead: ΧΙΩΝ ΕΙΣ ΘΕΣΣΑΛΟΝΙΚΗΝ	[591, 797, 740, 811]
headline: Η ΣΟΡΑΓΙΑ ΠΑΡΗΚΟΛΟΥΘΗΣΕ ΤΟ ΦΙΛΜ ΤΗΣ ΣΥΖΥΓΟΥ ΤΗΣ ΔΙΑΚΟΣΙΩΝ ΚΑΡΑΜΠΙΝΙΕΡΩΝ ΕΙΣ ΤΗΝ ΑΙΘΟΥΣΑΝ ΤΟΥ "ΝΟΥΟΒΟ ΤΕΑΤΡΟ"	[613, 1761, 1102, 1794]
article-body: ΚΑΒΑΛΑ, 11.— Τὸ ὑπ' ἀριθμὸν 99300 Ι.Χ. ἐπιβατηγὸν αὐτοκίνητον, τὸ ὁποῖον εἶχε κλαπῆ πρὸ ἡμερῶν, ἀνευρέθη ὑπὸ τῆς ἀστυνομίας εἰς περιοχὴν ἔξω τῆς πόλεως.	[1361, 1729, 1560, 1793]
divider	[574, 1031, 1141, 1033]
article-body: ΚΑΪΡΟΝ, 11. (Ρώυτερ).— Τὸ ὑπουργικὸν συμβούλιον τῆς Ἀραβικῆς Λίγκας ἐνέκρινε τὴν κατάργησιν τῶν διαβατηρίων διὰ τὰς μετακινήσεις μεταξὺ τῶν ἀραβικῶν χωρῶν.	[368, 1573, 563, 1649]
headline: ΚΑΘΑΙΡΕΣΙΣ ΙΣΠΑΝΟΥ ΕΚΔΟΤΟΥ ΕΦΗΜΕΡΙΔΟΣ ΔΙΟΤΙ ΖΗΤΕΙ ΜΕΙΩΣΙΝ ΤΗΣ ΘΗΤΕΙΑΣ	[371, 893, 560, 936]
kicker: Ἀπεφάσισε τὸ ὑπουργικὸν συμβούλιον	[1212, 1414, 1500, 1433]
headline: ΠΕΡΙΩΡΙΣΘΗΣΑΝ ΑΙ ΑΡΜΟΔΙΟΤΗΤΕΣ ΤΟΥ ΓΕΝ. ΓΡΑΜΜΑΤΕΩΣ ΔΗΜΟΣΙΑΣ ΤΑΞΕΩΣ	[390, 162, 541, 219]
article-arab-passports	[368, 1528, 563, 1649]
deck: Φορτηγόν, λεωφορεῖον καὶ τρακτὲρ συνεκρούσθησαν παρὰ τὸν "Ἁγ. Ἀθανάσιον".—Δύο φορτηγὰ καὶ κοῦρσα, παρὰ τὴν Ἀγχίαλον.—Ἐπιβατηγὸν αὐτοκίνητον ἀνετράπη εἰς ἀνατολικὴν Μακεδονίαν.— Δύο ἐτραυματίσθησαν	[577, 1155, 1138, 1247]
article-body: ΣΕΡΡΑΙ, 11.— Μετὰ μικρὸν διακοπὴν ἤρχισε πάλιν ἡ πτῶσις χιόνος.	[766, 958, 949, 996]
article-ringo-starr	[368, 1412, 563, 1520]
column-4	[1152, 18, 1560, 2337]
article-body: Ὁμοίως, ἰσχυραὶ χιονοπτώσεις σημειοῦνται εἰς τὴν Μακεδονίαν καὶ τὴν Θράκην. Εἰς τὴν Κοζάνην ἡ συγκοινωνία μὲ τὰ χωριὰ ἔχει διακοπῆ.	[574, 890, 757, 954]
subhead: ΑΙ ΔΟΚΙΜΑΙ ΤΟΥ	[1205, 890, 1298, 905]
article-body: ΒΑΛΛΥΣΟΛΕΤ, Ἰσπανία, 11. (Ρώυτερ).— Ὁ ἐκδότης ἐφημερίδος τῆς πόλεως καθῃρέθη ὑπὸ τῶν ἀρχῶν, διότι ἐδημοσίευσεν ἄρθρον διὰ τοῦ ὁποίου ἐζήτει τὴν μείωσιν τῆς διαρκείας τῆς στρατιωτικῆς θητείας.	[368, 938, 563, 1027]
article-body: Ὁ δρ Μάρτιν Λοῦθερ Κίνγκ ἐχαρακτήρισε τὴν πρᾶξιν ὡς "ἀπάνθρωπον" καὶ ἐζήτησε τὴν ἐπέμβασιν τῆς ὁμοσπονδιακῆς κυβερνήσεως διὰ τὴν προστασίαν τῶν διαδηλωτῶν.	[1361, 1326, 1560, 1402]
divider	[368, 1148, 563, 1149]
subhead: ΝΕΑ ΕΛΛΗΝΙΚΑ ΠΡΟΪΟΝΤΑ	[388, 635, 543, 650]
subheadline: Δριμύτατον ψῦχος εἰς τὸ ἐσωτερικόν	[603, 187, 1112, 217]
subhead: ΚΑΙ ΕΙΣ ΤΗΝ ΧΙΟΝ	[999, 860, 1101, 874]
deck: ΑΝΕΓΡΑΦΕ ΤΟ ΣΗΜΑ ΔΙ ΕΛΑΙΟΧΡΩΜΑΤΟΣ	[403, 48, 528, 74]
subhead: ΕΙΣ ΤΑΣ ΣΕΡΡΑΣ	[811, 941, 904, 956]
subhead: Η ΣΥΖΗΤΗΣΙΣ	[1214, 445, 1290, 460]
article-body: Διὰ τῆς ἐφεξῆς ἀνεγέρσεως οἰκοδομῆς ὁ ἐκμισθωτὴς ὀφείλει νὰ παραχωρήσῃ εἰς τὸν μισθωτὴν ἀνάλογον χῶρον εἰς τὸ νέον κτίριον, ὑπὸ τοὺς αὐτοὺς ὅρους, ἐπὶ ποινῇ ἀποζημιώσεως.	[187, 1163, 357, 1252]
column-rule	[568, 18, 569, 2337]
article-body: ΑΘΗΝΑΙ, 11.— Τὸ ὑπουργικὸν συμβούλιον, συνελθὸν ὑπὸ τὴν προεδρίαν τοῦ πρωθυπουργοῦ κ. Παπανδρέου, ἀπεφάνθη ὅτι ὀρθὴ εἶναι ἡ ἀκολουθηθεῖσα τακτικὴ εἰς τὸ θέμα τῆς προσλήψεως τῶν ἰατρῶν τοῦ ΙΚΑ. Αἱ προσλήψεις θὰ γίνωνται βάσει τῆς σειρᾶς προτεραιότητος τῶν αἰτήσεων ποὺ ἔχουν ὑποβληθῆ, ἐνῷ ἡ ἐκλογὴ νέων ἰατρῶν θὰ γίνεται κατόπιν διαγωνισμοῦ.	[1152, 1568, 1351, 1708]
divider	[574, 1755, 1141, 1757]
headline: ΣΤΑΘΕΡΑ ΤΑ ΕΙΣ ΧΡΥΣΟΝ ΑΠΟΘΕΜΑΤΑ ΤΗΣ ΓΑΛΛΙΑΣ	[388, 1296, 543, 1324]
article-body: Συνελήφθη ὁ Παν. Δάκος, ἐπειδὴ ἀνέγραψε εἰς τοὺς τοίχους οἰκιῶν τῆς συνοικίας Συκεῶν τὸ σῆμα τῆς ὀργανώσεως διὰ μαύρου ἐλαιοχρώματος. Ὁ συλληφθεὶς θὰ παραπεμφθῇ εἰς τὸν εἰσαγγελέα.	[368, 76, 563, 153]
subhead: ΕΙΣ ΤΟΝ ΝΟΜΟΝ ΛΑΡΙΣΗΣ	[975, 729, 1124, 744]
article-body: ΚΑΤΕΡΙΝΗ, 11.— Ἡ χιονόπτωσις συνεχίζεται εἰς ὁλόκληρον τὸν νομόν. Ἡ συγκοινωνία μὲ τὰ ὀρεινὰ χωριὰ τοῦ Ὀλύμπου ἔχει διακοπῆ.	[766, 814, 949, 877]
article-body: ΣΕΛΜΑ, Ἀλαμπάμα, 11. (Ἡν. Τύπος).— Ὁ σερίφης τοῦ Σέλμα Τζὶμ Κλάρκ καὶ οἱ βοηθοί του ἐξηνάγκασαν περίπου 170 νέγρους, κυρίως μαθητάς, νὰ τρέξουν ἐπὶ ἀποστάσιν πλέον τῶν τεσσάρων χιλιομέτρων, ἔξω τῆς πόλεως. Οἱ νέγροι, ἡλικίας μεταξὺ 9 καὶ 17 ἐτῶν, εἶχον συγκεντρωθῆ πρὸ τοῦ δικαστηρίου, διαμαρτυρόμενοι διὰ τὰς διακρίσεις εἰς τὰς ἐκλογάς. Αὐτόπται μάρτυρες ἐδήλωσαν ὅτι τὰ παιδιὰ ὡμοίαζαν μὲ κυνηγημένα ἄγρια ζῷα. Ὁ ὑπουργὸς Δικαιοσύνης διέταξε τὴν διεξαγωγὴν ἀνακρίσεων.	[1152, 1135, 1351, 1326]
divider	[574, 1537, 1141, 1539]
article-body: ΚΟΖΑΝΗ, 11.— Ἀπὸ ὀρθρου κατὰ συνέχειαν ἔπιπτε ἡ χιών. Πολλοὶ δρόμοι ἀπεκλείσθησαν, ἐνῷ τὰ συνεργεῖα τοῦ ὑπουργείου Δημοσίων Ἔργων ἐργάζονται διὰ τὴν διάνοιξίν των.	[958, 649, 1141, 725]
article-body: ΛΟΝΔΙΝΟΝ, 11. (Ἡνωμ. Τύπος).— Ὁ φόνος ἀστυνομικοῦ εἰς τὸ Λονδῖνον ὑπὸ ἐγκληματίου ἐνδέχεται νὰ καθυστερήσῃ τὴν ψήφισιν τοῦ νομοσχεδίου διὰ τὴν κατάργησιν τῆς θανατικῆς ποινῆς, τὸ ὁποῖον συζητεῖται εἰς τὴν Βουλὴν τῶν Κοινοτήτων.	[187, 2016, 357, 2118]
article-spanish-editor	[368, 894, 563, 1028]
article-body: ΑΜΜΑΝ, 11. (Ρώυτερ).— Ἡ ἐπιτροπὴ τοῦ Ο.Η.Ε., ἡ ὁποία ἐρευνᾷ τὰ ἐπεισόδια εἰς τὰ σύνορα Ἰσραὴλ καὶ Ἰορδανίας, ἀναχωρεῖ αὔριον διὰ τὴν Νέαν Ὑόρκην, ὅπου θὰ ὑποβάλῃ τὴν ἔκθεσίν της εἰς τὸν γενικὸν γραμματέα κ. Οὖ Θάντ. Ἡ ἐπιτροπὴ ἐπεσκέφθη τὰς περιοχὰς ὅπου ἐσημειώθησαν τὰ ἐπεισόδια καὶ συνωμίλησε μὲ ἐκπροσώπους τῶν δύο κυβερνήσεων.	[958, 1597, 1141, 1749]
article-snow	[574, 18, 1141, 1026]
article-body: ΜΙΛΑΝΟΝ, 11. (Ρώυτερ).— Ἡ πρώην αὐτοκράτειρα τοῦ Ἰρὰν Σοράγια παρηκολούθησε χθὲς τὴν πρώτην προβολὴν τῆς ταινίας της εἰς τὸν κινηματογράφον "Νουόβο Τεάτρο", ὑπὸ τὴν προστασίαν διακοσίων καραμπινιέρων, οἱ ὁποῖοι ἀπώθουν τὸ πλῆθος τῶν περιέργων.	[958, 1798, 1141, 1913]
article-body: Τὸ πρόγραμμα δοκιμῶν θὰ διαρκέσῃ δύο ἑβδομάδας, κατὰ τὴν διάρκειαν τῶν ὁποίων θὰ ἐλεγχθοῦν ὅλα τὰ συστήματα τοῦ δορυφόρου.	[1152, 908, 1351, 958]
article-body: ΑΘΗΝΑΙ, 11.— Τὸ ὑπουργικὸν συμβούλιον, συνελθὸν ὑπὸ τὴν προεδρίαν τοῦ πρωθυπουργοῦ κ. Παπανδρέου, ἀπεφάνθη ὅτι ὀρθὴ εἶναι ἡ ἀκολουθηθεῖσα τακτικὴ εἰς τὸ θέμα τῆς προσλήψεως τῶν ἰατρῶν τοῦ ΙΚΑ. Αἱ προσλήψεις θὰ γίνωνται βάσει τῆς σειρᾶς προτεραιότητος τῶν αἰτήσεων ποὺ ἔχουν ὑποβληθῆ, ἐνῷ ἡ ἐκλογὴ νέων ἰατρῶν θὰ γίνεται κατόπιν διαγωνισμοῦ.	[1361, 1568, 1560, 1708]
article-body: Ὁ κ. Ἰωσηφίδης ἐξήγησε τὸ νομικὸν καθεστὼς τῆς συγκοινωνίας καὶ ἐτόνισεν ὅτι ἡ ἀνάληψις αὐτῆς ὑπὸ τῶν δήμων εἶναι ἐφικτή. Ὁ κ. Τριανταφυλλίδης, ἐκπρόσωπος τοῦ ΚΤΕΛ, ἐδήλωσεν ὅτι τὰ λεωφορεῖα τοῦ ταμείου εἶναι διαθέσιμα νὰ ἐξυπηρετήσουν τὰς γραμμὰς τῶν συνοικισμῶν.	[1361, 412, 1560, 526]
